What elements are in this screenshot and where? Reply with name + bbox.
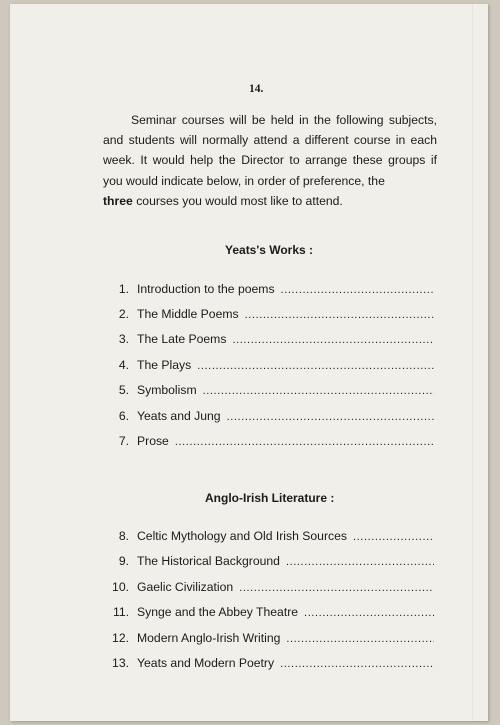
item-title: Introduction to the poems xyxy=(137,282,275,296)
item-title: Yeats and Modern Poetry xyxy=(137,656,275,670)
item-number: 4. xyxy=(118,358,129,372)
item-number: 11. xyxy=(112,605,129,619)
list-item xyxy=(104,383,434,399)
intro-line: Seminar courses will be held in the following subjects, xyxy=(131,113,437,127)
dot-leader xyxy=(281,284,434,296)
dot-leader xyxy=(353,531,434,543)
item-title: Gaelic Civilization xyxy=(137,580,234,594)
dot-leader xyxy=(232,334,434,346)
item-number: 7. xyxy=(118,434,129,448)
item-number: 1. xyxy=(118,282,129,296)
list-item xyxy=(104,358,434,374)
intro-emphasis: three xyxy=(103,193,133,208)
item-title: The Late Poems xyxy=(137,332,227,346)
item-title: Symbolism xyxy=(137,383,197,397)
item-title: The Historical Background xyxy=(137,554,280,568)
item-title: The Middle Poems xyxy=(137,307,239,321)
dot-leader xyxy=(304,607,434,619)
list-item xyxy=(104,409,434,425)
list-item xyxy=(104,554,434,570)
item-number: 10. xyxy=(112,580,129,594)
item-number: 2. xyxy=(118,307,129,321)
intro-line: week. It would help the Director to arrange these groups xyxy=(103,153,426,168)
dot-leader xyxy=(245,309,434,321)
item-number: 3. xyxy=(118,332,129,346)
item-number: 13. xyxy=(112,656,129,670)
item-title: The Plays xyxy=(137,358,192,372)
list-item xyxy=(104,631,434,647)
dot-leader xyxy=(197,360,434,372)
item-title: Celtic Mythology and Old Irish Sources xyxy=(137,529,347,543)
item-title: Yeats and Jung xyxy=(137,409,221,423)
list-item xyxy=(104,282,434,298)
section-heading-yeats-works: Yeats's Works : xyxy=(225,243,314,257)
list-item xyxy=(104,332,434,348)
item-number: 6. xyxy=(118,409,129,423)
list-item xyxy=(104,580,434,596)
page-number: 14. xyxy=(249,83,264,95)
dot-leader xyxy=(227,411,434,423)
intro-line: and students will normally attend a different course in each xyxy=(103,133,437,148)
item-number: 12. xyxy=(112,631,129,645)
item-title: Prose xyxy=(137,434,169,448)
dot-leader xyxy=(203,385,434,397)
item-title: Modern Anglo-Irish Writing xyxy=(137,631,281,645)
item-number: 9. xyxy=(118,554,129,568)
intro-line: if you would indicate below, in order of preference, the xyxy=(103,153,437,188)
dot-leader xyxy=(286,633,434,645)
list-item xyxy=(104,529,434,545)
list-item xyxy=(104,434,434,450)
page-fold xyxy=(472,4,474,721)
item-number: 8. xyxy=(118,529,129,543)
intro-paragraph xyxy=(103,110,437,211)
intro-line: courses you would most like to attend. xyxy=(132,193,343,208)
section-heading-anglo-irish-literature: Anglo-Irish Literature : xyxy=(205,491,335,505)
list-item xyxy=(104,656,434,672)
list-item xyxy=(104,307,434,323)
dot-leader xyxy=(175,436,434,448)
dot-leader xyxy=(280,658,434,670)
item-number: 5. xyxy=(118,383,129,397)
list-item xyxy=(104,605,434,621)
item-title: Synge and the Abbey Theatre xyxy=(137,605,299,619)
dot-leader xyxy=(286,556,434,568)
dot-leader xyxy=(239,582,434,594)
